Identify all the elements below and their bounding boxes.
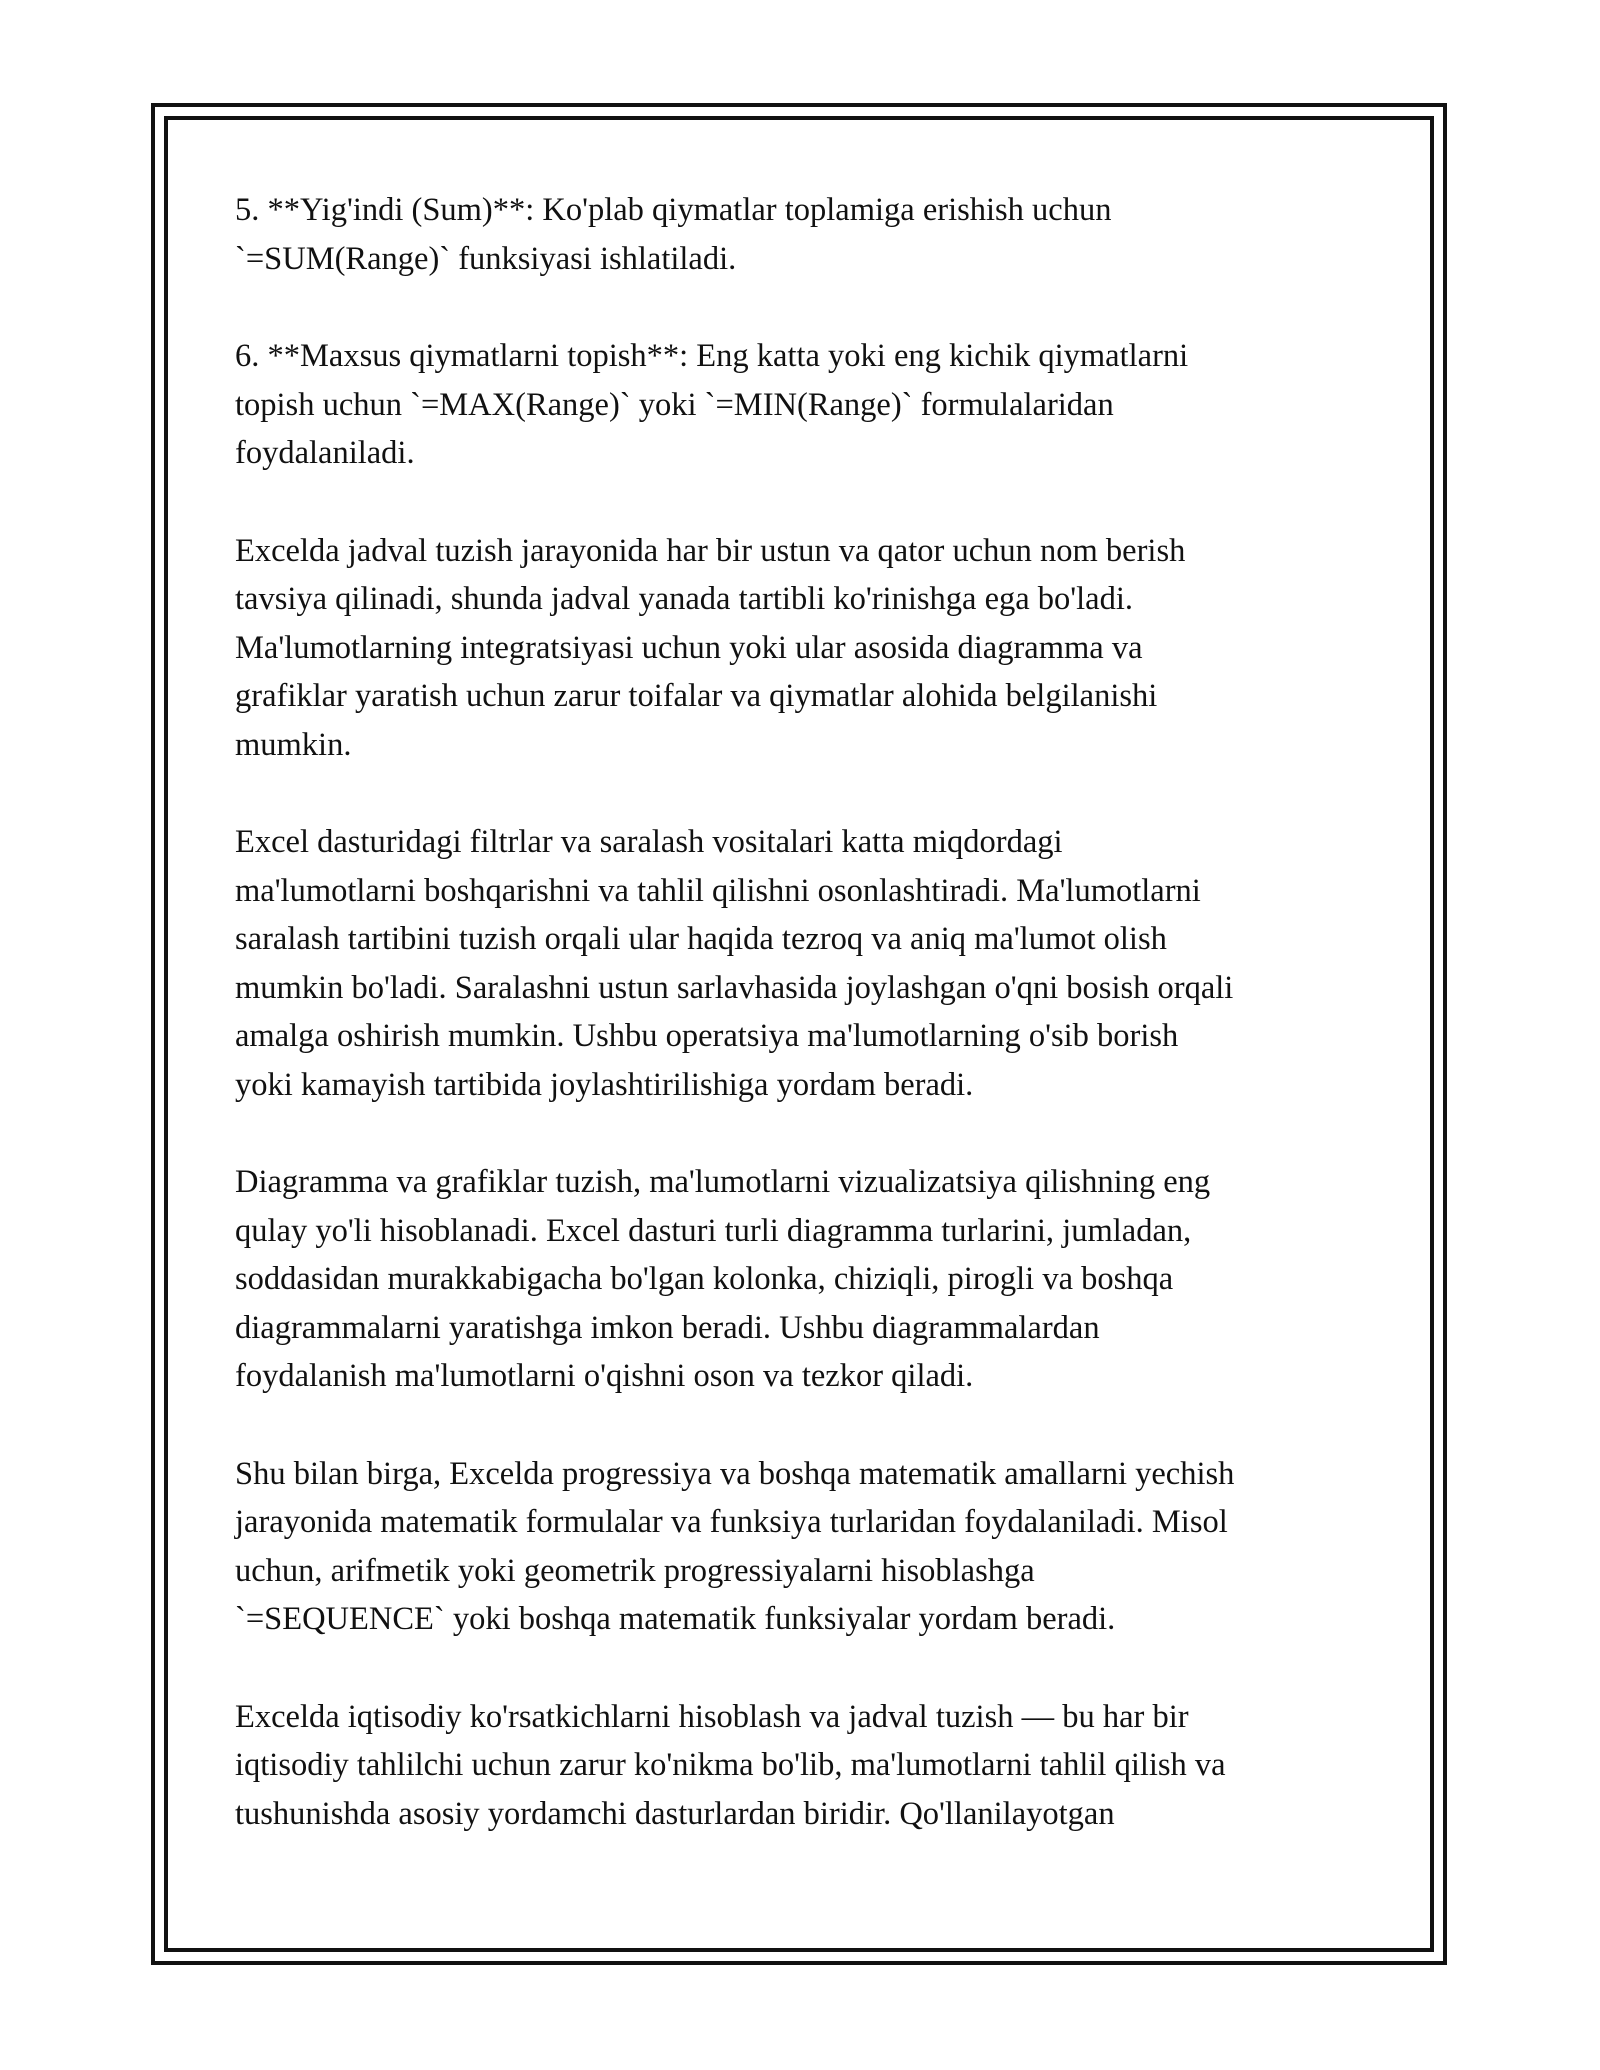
text-line: Diagramma va grafiklar tuzish, ma'lumotlarni vizualizatsiya qilishning eng bbox=[235, 1164, 1211, 1200]
text-line: grafiklar yaratish uchun zarur toifalar va qiymatlar alohida belgilanishi bbox=[235, 678, 1158, 714]
text-line: iqtisodiy tahlilchi uchun zarur ko'nikma bo'lib, ma'lumotlarni tahlil qilish va bbox=[235, 1747, 1226, 1783]
paragraph-sum-function bbox=[235, 186, 1375, 283]
paragraph-economic-indicators bbox=[235, 1693, 1375, 1839]
text-line: mumkin. bbox=[235, 726, 352, 763]
text-line: topish uchun `=MAX(Range)` yoki `=MIN(Range)` formulalaridan bbox=[235, 386, 1114, 423]
text-line: soddasidan murakkabigacha bo'lgan kolonka, chiziqli, pirogli va boshqa bbox=[235, 1261, 1174, 1297]
text-line: uchun, arifmetik yoki geometrik progressiyalarni hisoblashga bbox=[235, 1552, 1035, 1589]
text-line: saralash tartibini tuzish orqali ular haqida tezroq va aniq ma'lumot olish bbox=[235, 921, 1167, 957]
text-line: yoki kamayish tartibida joylashtirilishiga yordam beradi. bbox=[235, 1066, 974, 1103]
text-line: jarayonida matematik formulalar va funksiya turlaridan foydalaniladi. Misol bbox=[235, 1504, 1228, 1540]
text-line: qulay yo'li hisoblanadi. Excel dasturi turli diagramma turlarini, jumladan, bbox=[235, 1212, 1192, 1249]
text-line: tavsiya qilinadi, shunda jadval yanada tartibli ko'rinishga ega bo'ladi. bbox=[235, 581, 1134, 617]
text-line: mumkin bo'ladi. Saralashni ustun sarlavhasida joylashgan o'qni bosish orqali bbox=[235, 969, 1234, 1006]
paragraph-charts bbox=[235, 1158, 1375, 1401]
text-line: ma'lumotlarni boshqarishni va tahlil qilishni osonlashtiradi. Ma'lumotlarni bbox=[235, 872, 1201, 909]
text-line: Ma'lumotlarning integratsiyasi uchun yoki ular asosida diagramma va bbox=[235, 629, 1143, 666]
text-line: foydalanish ma'lumotlarni o'qishni oson va tezkor qiladi. bbox=[235, 1358, 974, 1394]
text-line: tushunishda asosiy yordamchi dasturlardan biridir. Qo'llanilayotgan bbox=[235, 1795, 1115, 1832]
text-line: 5. **Yig'indi (Sum)**: Ko'plab qiymatlar toplamiga erishish uchun bbox=[235, 192, 1112, 228]
paragraph-max-min-functions bbox=[235, 332, 1375, 478]
paragraph-filters-sorting bbox=[235, 818, 1375, 1109]
paragraph-table-naming bbox=[235, 527, 1375, 770]
paragraph-progressions bbox=[235, 1450, 1375, 1644]
text-line: diagrammalarni yaratishga imkon beradi. Ushbu diagrammalardan bbox=[235, 1309, 1100, 1346]
text-line: `=SUM(Range)` funksiyasi ishlatiladi. bbox=[235, 240, 737, 277]
text-line: 6. **Maxsus qiymatlarni topish**: Eng katta yoki eng kichik qiymatlarni bbox=[235, 338, 1189, 374]
text-line: amalga oshirish mumkin. Ushbu operatsiya ma'lumotlarning o'sib borish bbox=[235, 1018, 1179, 1054]
text-line: Excelda iqtisodiy ko'rsatkichlarni hisoblash va jadval tuzish — bu har bir bbox=[235, 1698, 1189, 1735]
text-line: Excel dasturidagi filtrlar va saralash vositalari katta miqdordagi bbox=[235, 824, 1063, 860]
document-body bbox=[235, 186, 1375, 1887]
text-line: `=SEQUENCE` yoki boshqa matematik funksiyalar yordam beradi. bbox=[235, 1601, 1116, 1637]
text-line: Excelda jadval tuzish jarayonida har bir ustun va qator uchun nom berish bbox=[235, 532, 1186, 569]
text-line: Shu bilan birga, Excelda progressiya va boshqa matematik amallarni yechish bbox=[235, 1455, 1235, 1492]
text-line: foydalaniladi. bbox=[235, 435, 415, 471]
